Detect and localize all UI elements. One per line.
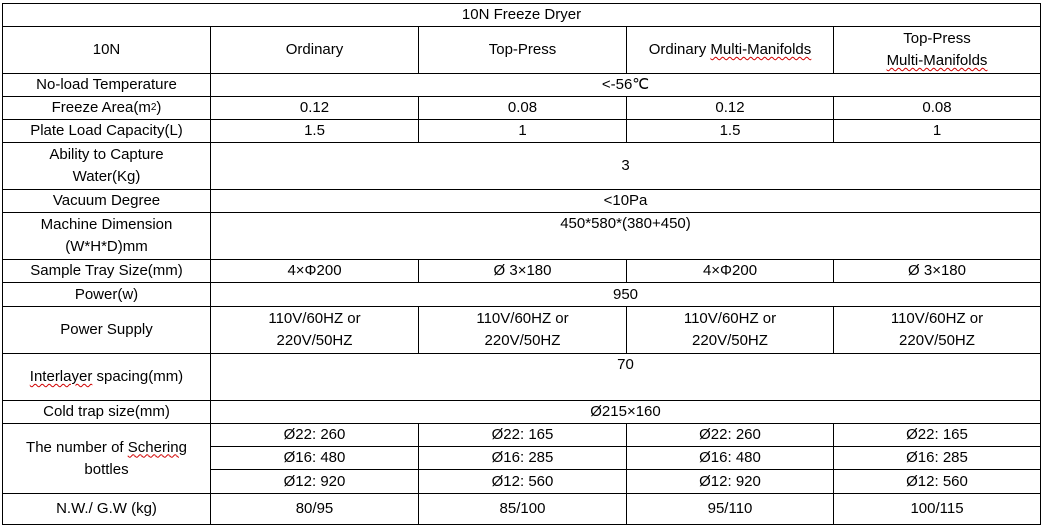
power-supply-top-press-mm-line2: 220V/50HZ <box>899 332 975 349</box>
row-label-interlayer <box>3 354 210 400</box>
bottles-top-press-mm-22: Ø22: 165 <box>906 426 968 443</box>
header-ordinary-multi-manifolds <box>627 27 833 73</box>
header-top-press: Top-Press <box>488 41 557 58</box>
header-col3-part2: Multi-Manifolds <box>710 41 812 58</box>
capture-water-label-line2: Water(Kg) <box>72 168 141 185</box>
bottles-ordinary-mm-22: Ø22: 260 <box>699 426 761 443</box>
table-title: 10N Freeze Dryer <box>461 6 582 23</box>
bottles-ordinary-mm-12: Ø12: 920 <box>699 472 761 490</box>
power-supply-top-press <box>419 307 626 353</box>
power-supply-ordinary-line2: 220V/50HZ <box>276 332 353 349</box>
power-supply-ordinary-line1: 110V/60HZ or <box>268 310 361 327</box>
row-label-weight: N.W./ G.W (kg) <box>56 500 157 517</box>
bottles-label-part1: The number of <box>26 438 128 456</box>
freeze-area-ordinary-mm: 0.12 <box>715 99 745 116</box>
tray-size-top-press-mm: Ø 3×180 <box>908 262 966 279</box>
header-top-press-multi-manifolds <box>834 27 1040 73</box>
row-label-power-supply: Power Supply <box>60 321 153 338</box>
row-label-freeze-area <box>3 97 210 119</box>
weight-top-press-mm: 100/115 <box>910 500 964 517</box>
row-value-dimension: 450*580*(380+450) <box>560 215 691 232</box>
dimension-label-line1: Machine Dimension <box>40 216 173 233</box>
row-value-cold-trap: Ø215×160 <box>590 403 661 420</box>
plate-load-top-press-mm: 1 <box>932 122 942 139</box>
row-label-tray-size: Sample Tray Size(mm) <box>30 262 183 279</box>
header-model: 10N <box>92 41 121 58</box>
row-value-power: 950 <box>612 285 639 303</box>
freeze-area-ordinary: 0.12 <box>299 99 330 116</box>
freeze-area-label-text: Freeze Area(m <box>51 99 151 116</box>
bottles-top-press-22: Ø22: 165 <box>491 426 554 443</box>
tray-size-ordinary: 4×Φ200 <box>287 262 342 279</box>
bottles-top-press-12: Ø12: 560 <box>491 472 554 490</box>
power-supply-ordinary <box>211 307 418 353</box>
power-supply-top-press-line1: 110V/60HZ or <box>476 310 569 327</box>
header-ordinary: Ordinary <box>285 41 344 58</box>
power-supply-top-press-line2: 220V/50HZ <box>484 332 561 349</box>
power-supply-ordinary-mm-line2: 220V/50HZ <box>692 332 768 349</box>
weight-top-press: 85/100 <box>499 500 546 517</box>
freeze-area-label-sup: 2 <box>150 102 157 113</box>
row-label-plate-load: Plate Load Capacity(L) <box>30 122 183 139</box>
header-col4-line1: Top-Press <box>903 30 971 47</box>
row-value-vacuum: <10Pa <box>603 192 648 209</box>
power-supply-top-press-mm-line1: 110V/60HZ or <box>890 310 984 327</box>
row-value-interlayer: 70 <box>617 356 634 373</box>
row-label-vacuum: Vacuum Degree <box>52 192 161 209</box>
bottles-top-press-mm-16: Ø16: 285 <box>906 449 968 466</box>
weight-ordinary-mm: 95/110 <box>707 500 753 517</box>
bottles-top-press-16: Ø16: 285 <box>491 449 554 466</box>
bottles-label-part2: Schering <box>127 438 187 456</box>
row-label-cold-trap: Cold trap size(mm) <box>43 403 170 420</box>
row-label-power: Power(w) <box>74 285 139 303</box>
power-supply-ordinary-mm-line1: 110V/60HZ or <box>683 310 777 327</box>
tray-size-top-press: Ø 3×180 <box>493 262 552 279</box>
header-col3-part1: Ordinary <box>648 41 707 58</box>
row-label-bottles <box>3 424 210 493</box>
weight-ordinary: 80/95 <box>295 500 334 517</box>
power-supply-ordinary-mm <box>627 307 833 353</box>
interlayer-label-part2: spacing(mm) <box>92 368 184 385</box>
plate-load-ordinary-mm: 1.5 <box>719 122 741 139</box>
row-label-noload-temp: No-load Temperature <box>36 76 177 93</box>
row-label-dimension <box>3 213 210 259</box>
tray-size-ordinary-mm: 4×Φ200 <box>702 262 758 279</box>
bottles-top-press-mm-12: Ø12: 560 <box>906 472 968 490</box>
header-col4-line2: Multi-Manifolds <box>886 52 988 69</box>
plate-load-ordinary: 1.5 <box>304 122 325 139</box>
bottles-label-line2: bottles <box>84 460 129 478</box>
bottles-ordinary-16: Ø16: 480 <box>283 449 346 466</box>
bottles-label-line1 <box>26 437 187 459</box>
dimension-label-line2: (W*H*D)mm <box>65 238 148 255</box>
interlayer-label-part1: Interlayer <box>29 368 93 385</box>
power-supply-top-press-mm <box>834 307 1040 353</box>
bottles-ordinary-mm-16: Ø16: 480 <box>699 449 761 466</box>
freeze-area-top-press: 0.08 <box>507 99 538 116</box>
bottles-ordinary-12: Ø12: 920 <box>283 472 346 490</box>
row-value-noload-temp: <-56℃ <box>601 76 650 93</box>
plate-load-top-press: 1 <box>518 122 527 139</box>
row-value-capture-water: 3 <box>621 157 630 174</box>
bottles-ordinary-22: Ø22: 260 <box>283 426 346 443</box>
freeze-area-label-suffix: ) <box>156 99 162 116</box>
capture-water-label-line1: Ability to Capture <box>49 146 164 163</box>
freeze-area-top-press-mm: 0.08 <box>922 99 952 116</box>
row-label-capture-water <box>3 143 210 189</box>
